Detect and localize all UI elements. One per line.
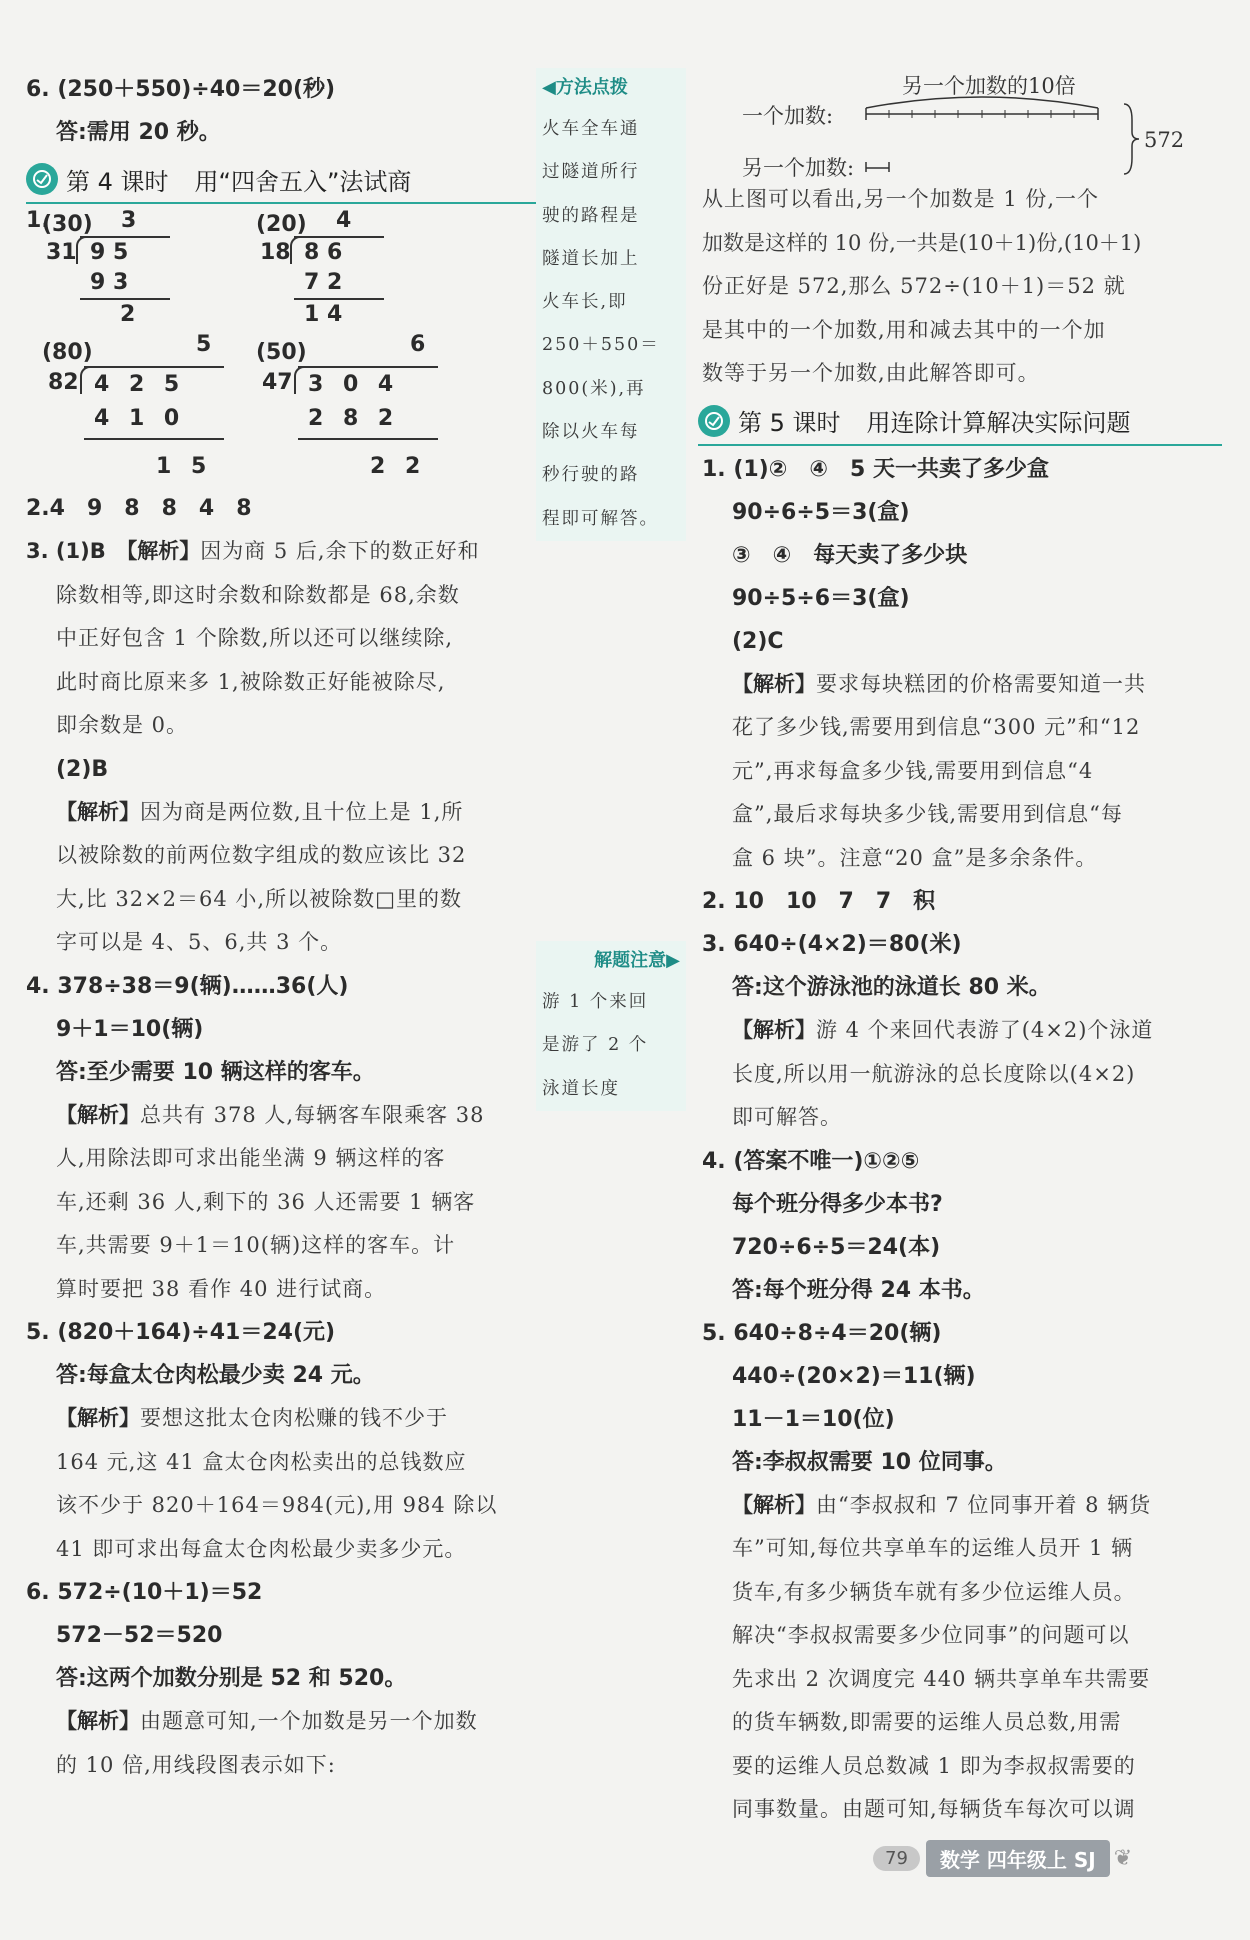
long-division-1 [26, 208, 256, 328]
divisor: 82 [48, 370, 79, 395]
total-brace-icon [1122, 102, 1142, 176]
diagram-label-b: 另一个加数: [742, 156, 855, 180]
method-tip [536, 68, 686, 541]
product: 2 8 2 [308, 406, 400, 431]
r5-l6: 的货车辆数,即需要的运维人员总数,用需 [732, 1710, 1122, 1734]
q3-2-l4: 字可以是 4、5、6,共 3 个。 [56, 930, 343, 954]
r5-a: 5. 640÷8÷4＝20(辆) [702, 1320, 942, 1346]
q4-l2: 人,用除法即可求出能坐满 9 辆这样的客 [56, 1146, 446, 1170]
d-l5: 数等于另一个加数,由此解答即可。 [702, 361, 1040, 385]
q1-label: 1. [26, 208, 50, 233]
q3-2-l3: 大,比 32×2＝64 小,所以被除数□里的数 [56, 886, 462, 911]
remainder: 2 2 [370, 454, 427, 479]
diagram-total: 572 [1144, 128, 1185, 152]
page-number: 79 [873, 1846, 920, 1871]
q5-l3: 该不少于 820＋164＝984(元),用 984 除以 [56, 1493, 498, 1517]
r1-e: (2)C [732, 628, 784, 654]
lesson4-title: 用“四舍五入”法试商 [194, 167, 412, 196]
long-division-4 [256, 332, 486, 487]
r3-l3: 即可解答。 [732, 1105, 842, 1129]
method-tip-heading: ◀方法点拨 [542, 77, 628, 98]
quotient: 3 [121, 208, 137, 233]
dividend: 4 2 5 [94, 372, 186, 397]
r4-a: 4. (答案不唯一)①②⑤ [702, 1148, 920, 1174]
r5-l8: 同事数量。由题可知,每辆货车每次可以调 [732, 1797, 1136, 1821]
lesson4-header [26, 156, 541, 204]
lesson-badge-icon [26, 163, 58, 195]
divisor: 47 [262, 370, 293, 395]
q3-2: (2)B [56, 756, 109, 782]
quotient: 6 [410, 332, 426, 357]
tip-line: 程即可解答。 [542, 508, 659, 529]
q6b-l2: 的 10 倍,用线段图表示如下: [56, 1752, 336, 1777]
q5-l1: 要想这批太仓肉松赚的钱不少于 [140, 1406, 448, 1430]
q4-l1: 总共有 378 人,每辆客车限乘客 38 [140, 1102, 485, 1127]
q4-l5: 算时要把 38 看作 40 进行试商。 [56, 1276, 387, 1301]
r5-l1: 由“李叔叔和 7 位同事开着 8 辆货 [816, 1492, 1152, 1517]
q6b-calc2: 572－52＝520 [56, 1623, 223, 1648]
dividend: 9 5 [90, 240, 129, 265]
q5-calc: 5. (820＋164)÷41＝24(元) [26, 1320, 336, 1345]
q6b-calc1: 6. 572÷(10＋1)＝52 [26, 1580, 263, 1605]
q3-1-tag: 3. (1)B 【解析】 [26, 539, 201, 563]
r3-l1: 游 4 个来回代表游了(4×2)个泳道 [816, 1018, 1154, 1042]
right-column [702, 68, 1222, 1832]
lesson5-title: 用连除计算解决实际问题 [866, 409, 1131, 437]
segment-lines [862, 94, 1112, 174]
quotient: 4 [336, 208, 352, 233]
approx: (20) [256, 212, 307, 237]
tip-line: 火车全车通 [542, 119, 640, 139]
tip-line: 800(米),再 [542, 378, 646, 399]
left-column [26, 68, 541, 1787]
division-row-2 [26, 332, 541, 487]
q2: 2.4 9 8 8 4 8 [26, 496, 252, 521]
q6b-tag: 【解析】 [56, 1709, 140, 1733]
page-footer [873, 1840, 1132, 1877]
product: 7 2 [304, 270, 343, 295]
q6-calc: 6. (250＋550)÷40＝20(秒) [26, 77, 336, 102]
long-division-3 [26, 332, 256, 487]
tip-line: 火车长,即 [542, 292, 628, 313]
solving-note-heading: 解题注意▶ [594, 949, 680, 971]
r1-l2: 花了多少钱,需要用到信息“300 元”和“12 [732, 715, 1141, 739]
q6-answer: 答:需用 20 秒。 [56, 120, 221, 145]
note-line: 游 1 个来回 [542, 991, 649, 1012]
r2: 2. 10 10 7 7 积 [702, 889, 936, 914]
r1-a: 1. (1)② ④ 5 天一共卖了多少盒 [702, 456, 1049, 482]
r3-tag-line [702, 1009, 1222, 1053]
dividend: 8 6 [304, 240, 343, 265]
d-l1: 从上图可以看出,另一个加数是 1 份,一个 [702, 187, 1100, 211]
r5-b: 440÷(20×2)＝11(辆) [732, 1363, 976, 1389]
q4-tag: 【解析】 [56, 1102, 140, 1127]
q6b-answer: 答:这两个加数分别是 52 和 520。 [56, 1666, 407, 1691]
maple-leaf-icon: ❦ [1113, 1846, 1133, 1871]
q4-calc2: 9＋1＝10(辆) [56, 1016, 204, 1042]
lesson5-prefix: 第 5 课时 [738, 409, 841, 437]
r3-calc: 3. 640÷(4×2)＝80(米) [702, 932, 962, 957]
q3-2-l2: 以被除数的前两位数字组成的数应该比 32 [56, 843, 467, 867]
r4-b: 每个班分得多少本书? [732, 1191, 943, 1217]
quotient: 5 [196, 332, 212, 357]
q3-1-l2: 除数相等,即这时余数和除数都是 68,余数 [56, 582, 460, 607]
q4-answer: 答:至少需要 10 辆这样的客车。 [56, 1059, 375, 1085]
d-l3: 份正好是 572,那么 572÷(10＋1)＝52 就 [702, 274, 1126, 298]
diagram-label-a: 一个加数: [742, 104, 834, 128]
divisor: 31 [46, 240, 77, 265]
remainder: 1 4 [304, 302, 343, 327]
divisor: 18 [260, 240, 291, 265]
tip-line: 除以火车每 [542, 422, 640, 443]
footer-subject: 数学 四年级上 SJ [926, 1840, 1110, 1877]
q5-l4: 41 即可求出每盒太仓肉松最少卖多少元。 [56, 1536, 467, 1561]
dividend: 3 0 4 [308, 372, 400, 397]
r3-tag: 【解析】 [732, 1018, 816, 1042]
q4-tag-line [26, 1094, 541, 1138]
tip-line: 秒行驶的路 [542, 465, 640, 486]
lesson-badge-icon [698, 405, 730, 437]
r5-tag-line [702, 1484, 1222, 1528]
lesson4-prefix: 第 4 课时 [66, 167, 169, 196]
r1-tag: 【解析】 [732, 671, 816, 696]
note-line: 泳道长度 [542, 1078, 620, 1099]
q3-1-l4: 此时商比原来多 1,被除数正好能被除尽, [56, 669, 446, 694]
tip-line: 过隧道所行 [542, 162, 640, 183]
q3-2-tag: 【解析】 [56, 799, 140, 824]
long-division-2 [256, 208, 486, 328]
segment-diagram [702, 68, 1222, 178]
product: 4 1 0 [94, 406, 186, 431]
q3-2-l1: 因为商是两位数,且十位上是 1,所 [140, 799, 464, 824]
r5-tag: 【解析】 [732, 1492, 816, 1517]
r1-c: ③ ④ 每天卖了多少块 [732, 542, 968, 568]
r5-l3: 货车,有多少辆货车就有多少位运维人员。 [732, 1579, 1136, 1604]
q3-1-l3: 中正好包含 1 个除数,所以还可以继续除, [56, 626, 454, 650]
r1-l3: 元”,再求每盒多少钱,需要用到信息“4 [732, 758, 1094, 783]
approx: (30) [42, 212, 93, 237]
q4-calc1: 4. 378÷38＝9(辆)……36(人) [26, 973, 349, 999]
r1-l1: 要求每块糕团的价格需要知道一共 [816, 671, 1146, 696]
remainder: 2 [120, 302, 136, 327]
q4-l3: 车,还剩 36 人,剩下的 36 人还需要 1 辆客 [56, 1189, 476, 1214]
tip-line: 隧道长加上 [542, 248, 640, 269]
note-line: 是游了 2 个 [542, 1035, 649, 1056]
tip-line: 驶的路程是 [542, 205, 640, 226]
q4-l4: 车,共需要 9＋1＝10(辆)这样的客车。计 [56, 1233, 456, 1257]
q5-tag-line [26, 1397, 541, 1441]
r4-c: 720÷6÷5＝24(本) [732, 1234, 941, 1260]
q6b-tag-line [26, 1700, 541, 1744]
approx: (50) [256, 340, 307, 365]
r5-l5: 先求出 2 次调度完 440 辆共享单车共需要 [732, 1666, 1151, 1691]
q6b-l1: 由题意可知,一个加数是另一个加数 [140, 1709, 478, 1733]
r1-d: 90÷5÷6＝3(盒) [732, 585, 910, 611]
r5-l2: 车”可知,每位共享单车的运维人员开 1 辆 [732, 1536, 1134, 1560]
q3-1-l1: 因为商 5 后,余下的数正好和 [200, 539, 480, 563]
r1-tag-line [702, 663, 1222, 707]
r1-b: 90÷6÷5＝3(盒) [732, 499, 910, 525]
q3-1-l5: 即余数是 0。 [56, 713, 189, 737]
d-l2: 加数是这样的 10 份,一共是(10＋1)份,(10＋1) [702, 230, 1142, 255]
approx: (80) [42, 340, 93, 365]
r5-d: 答:李叔叔需要 10 位同事。 [732, 1449, 1007, 1475]
q5-answer: 答:每盒太仓肉松最少卖 24 元。 [56, 1363, 375, 1388]
q3-2-tag-line [26, 791, 541, 835]
q3-1-tag-line [26, 530, 541, 574]
lesson5-header [698, 398, 1222, 446]
d-l4: 是其中的一个加数,用和减去其中的一个加 [702, 317, 1106, 342]
division-row-1 [26, 208, 541, 328]
r1-l5: 盒 6 块”。注意“20 盒”是多余条件。 [732, 845, 1098, 870]
side-notes [536, 68, 686, 1111]
r5-l7: 要的运维人员总数减 1 即为李叔叔需要的 [732, 1753, 1136, 1778]
r3-answer: 答:这个游泳池的泳道长 80 米。 [732, 975, 1051, 1000]
r4-d: 答:每个班分得 24 本书。 [732, 1277, 985, 1303]
r5-l4: 解决“李叔叔需要多少位同事”的问题可以 [732, 1623, 1130, 1647]
remainder: 1 5 [156, 454, 213, 479]
r1-l4: 盒”,最后求每块多少钱,需要用到信息“每 [732, 802, 1123, 826]
q5-tag: 【解析】 [56, 1406, 140, 1430]
q5-l2: 164 元,这 41 盒太仓肉松卖出的总钱数应 [56, 1449, 467, 1474]
diagram-top-label: 另一个加数的10倍 [902, 74, 1076, 98]
tip-line: 250＋550＝ [542, 335, 660, 356]
solving-note [536, 941, 686, 1111]
product: 9 3 [90, 270, 129, 295]
r3-l2: 长度,所以用一航游泳的总长度除以(4×2) [732, 1061, 1136, 1086]
r5-c: 11－1＝10(位) [732, 1406, 895, 1432]
